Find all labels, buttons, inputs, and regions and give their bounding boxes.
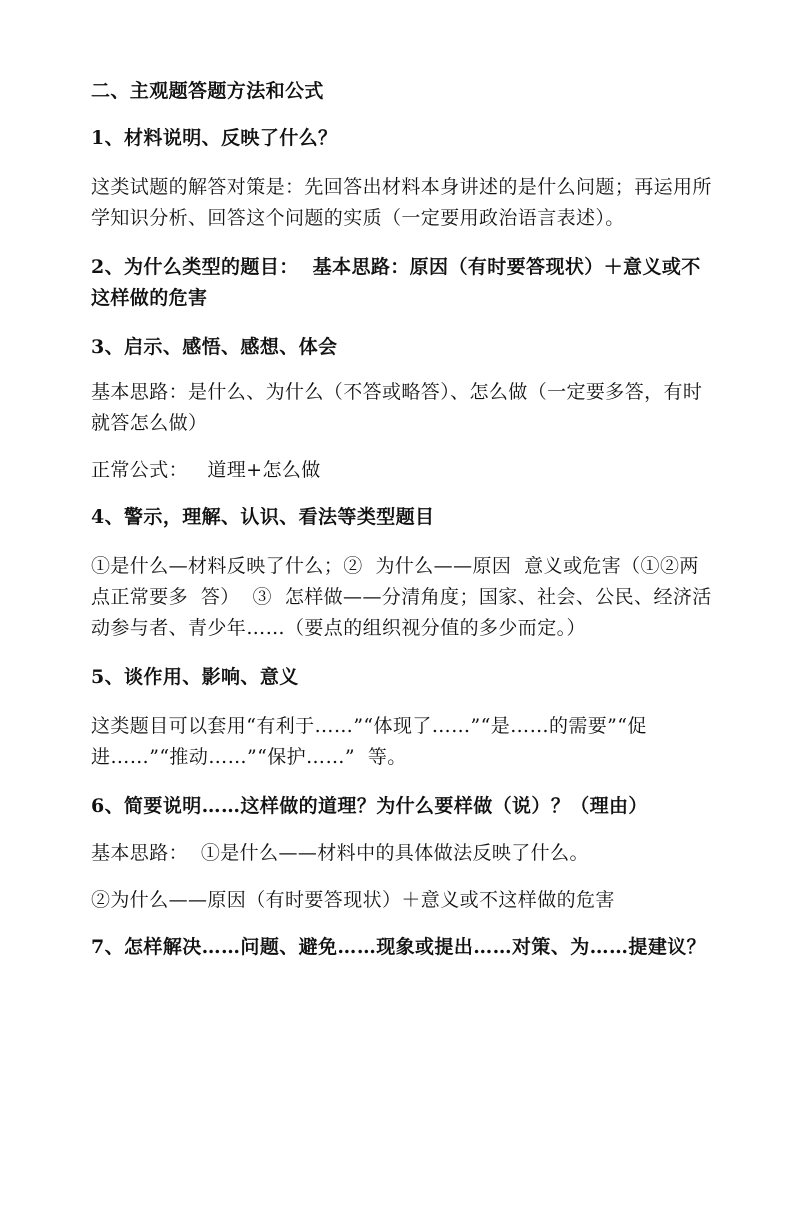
answer-paragraph-6a: 基本思路： ①是什么——材料中的具体做法反映了什么。 — [91, 842, 589, 864]
question-heading-3: 3、启示、感悟、感想、体会 — [91, 336, 338, 358]
question-heading-6: 6、简要说明……这样做的道理？为什么要样做（说）？（理由） — [91, 795, 648, 817]
section-heading: 二、主观题答题方法和公式 — [91, 80, 324, 102]
answer-paragraph-6b: ②为什么——原因（有时要答现状）＋意义或不这样做的危害 — [91, 889, 615, 911]
question-heading-2: 2、为什么类型的题目： 基本思路：原因（有时要答现状）＋意义或不这样做的危害 — [91, 256, 701, 309]
answer-paragraph-3b: 正常公式： 道理+怎么做 — [91, 459, 321, 481]
question-heading-1: 1、材料说明、反映了什么？ — [91, 127, 338, 149]
answer-paragraph-1: 这类试题的解答对策是：先回答出材料本身讲述的是什么问题；再运用所学知识分析、回答这个问题的实质（一定要用政治语言表述）。 — [91, 176, 712, 229]
question-heading-5: 5、谈作用、影响、意义 — [91, 666, 299, 688]
question-heading-4: 4、警示，理解、认识、看法等类型题目 — [91, 506, 435, 528]
answer-paragraph-3a: 基本思路：是什么、为什么（不答或略答）、怎么做（一定要多答，有时就答怎么做） — [91, 381, 703, 434]
answer-paragraph-4: ①是什么—材料反映了什么；② 为什么——原因 意义或危害（①②两点正常要多 答） ③ 怎样做——分清角度；国家、社会、公民、经济活动参与者、青少年……（要点的组织视分值的多少而定。） — [91, 555, 712, 639]
answer-paragraph-5: 这类题目可以套用“有利于……”“体现了……”“是……的需要”“促进……”“推动……”“保护……” 等。 — [91, 715, 647, 768]
question-heading-7: 7、怎样解决……问题、避免……现象或提出……对策、为……提建议？ — [91, 936, 707, 958]
document-page — [91, 76, 716, 963]
